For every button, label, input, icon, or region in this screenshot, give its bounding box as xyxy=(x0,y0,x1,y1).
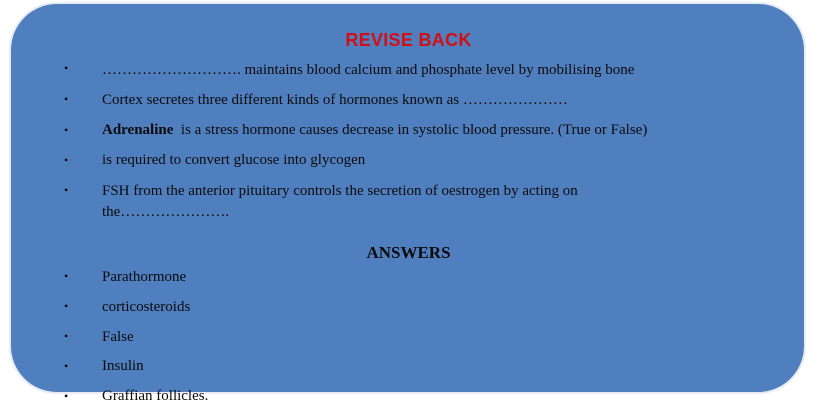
answers-heading: ANSWERS xyxy=(366,243,451,262)
question-3 xyxy=(102,121,647,139)
answer-1: Parathormone xyxy=(102,269,187,285)
question-3-bold: Adrenaline xyxy=(102,122,174,138)
answer-2: corticosteroids xyxy=(102,299,191,315)
bullet-icon: • xyxy=(64,299,69,313)
bullet-icon: • xyxy=(64,389,69,403)
bullet-icon: • xyxy=(64,359,69,373)
answer-5: Graffian follicles. xyxy=(102,388,209,404)
revise-back-title: REVISE BACK xyxy=(345,30,472,50)
bullet-icon: • xyxy=(64,153,69,167)
bullet-icon: • xyxy=(64,61,69,75)
question-4: is required to convert glucose into glycogen xyxy=(102,152,366,168)
question-1: ………………………. maintains blood calcium and phosphate level by mobilising bone xyxy=(102,62,635,78)
bullet-icon: • xyxy=(64,123,69,137)
bullet-icon: • xyxy=(64,92,69,106)
question-5-continued: the…………………. xyxy=(102,204,230,220)
bullet-icon: • xyxy=(64,183,69,197)
answer-3: False xyxy=(102,329,134,345)
bullet-icon: • xyxy=(64,329,69,343)
bullet-icon: • xyxy=(64,269,69,283)
question-2: Cortex secretes three different kinds of hormones known as ………………… xyxy=(102,92,568,108)
answer-4: Insulin xyxy=(102,358,144,374)
question-5: FSH from the anterior pituitary controls the secretion of oestrogen by acting on xyxy=(102,183,578,199)
question-3-text: is a stress hormone causes decrease in systolic blood pressure. (True or False) xyxy=(173,122,648,138)
